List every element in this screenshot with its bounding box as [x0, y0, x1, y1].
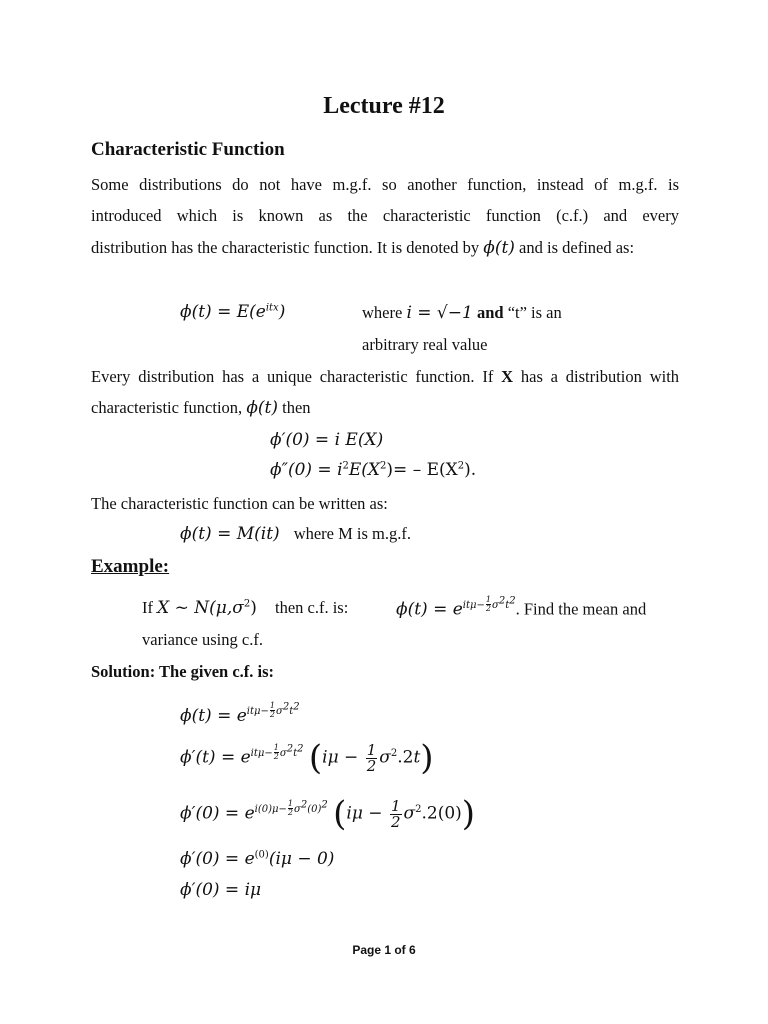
t-quoted: “t” — [507, 303, 527, 322]
example-heading: Example: — [91, 556, 170, 577]
example-dist: X ~ $N(\mu,\sigma^2)$ — [157, 598, 257, 618]
step-4-exp: (0) — [254, 849, 269, 861]
step-4-tail: (iμ − 0) — [268, 849, 335, 869]
step-5: ϕ′(0) = iμ — [180, 880, 262, 900]
intro-phi: ϕ(t) — [483, 238, 515, 258]
example-cf: $\phi(t) = e^{it\mu- \frac{1}{2} \sigma^2t^2}$. Find the mean and — [396, 595, 647, 620]
intro-tail: and is defined as: — [519, 238, 635, 257]
where-word: where — [362, 303, 403, 322]
definition-formula — [180, 302, 285, 322]
unique-phi: ϕ(t) — [246, 398, 278, 418]
example-if: If — [142, 598, 153, 617]
and-word: and — [476, 303, 504, 322]
example-dist-text: X ~ N(μ,σ — [157, 598, 244, 618]
example-cf-lhs: ϕ(t) = e — [396, 599, 463, 620]
solution-heading: Solution: The given c.f. is: — [91, 662, 275, 681]
intro-line-1: Some distributions do not have m.g.f. so another function, instead of m.g.f. is — [91, 175, 679, 194]
mgf-relation — [180, 524, 411, 544]
unique-line-2 — [91, 398, 311, 418]
mgf-formula: ϕ(t) = M(it) — [180, 524, 280, 544]
definition-note — [362, 303, 562, 323]
derivative-2: $\phi''(0) = i^2E(X^2)= - E(X^2)$. — [270, 460, 477, 480]
definition-exp: itx — [265, 302, 279, 314]
intro-line-3 — [91, 238, 634, 258]
example-line-2: variance using c.f. — [142, 630, 263, 649]
definition-close: ) — [278, 302, 286, 322]
mgf-note: where M is m.g.f. — [293, 524, 412, 543]
derivative-2-d: ). — [464, 460, 477, 480]
step-1-lhs: ϕ(t) = e — [180, 705, 247, 726]
intro-line-3-text: distribution has the characteristic function. It is denoted by — [91, 238, 480, 257]
step-4 — [180, 849, 334, 869]
unique-line-1 — [91, 367, 679, 387]
example-then: then c.f. is: — [274, 598, 349, 617]
intro-line-2: introduced which is known as the characteristic function (c.f.) and every — [91, 206, 679, 225]
step-1: $\phi(t) = e^{it\mu- \frac{1}{2} \sigma^2t^2}$ — [180, 701, 300, 726]
written-as-line: The characteristic function can be written as: — [91, 494, 388, 513]
derivative-1: ϕ′(0) = i E(X) — [270, 430, 384, 450]
unique-line-1-b: has a distribution with — [520, 367, 680, 386]
example-line-1 — [142, 598, 348, 618]
step-4-lhs: ϕ′(0) = e — [180, 849, 255, 869]
page-title: Lecture #12 — [323, 93, 445, 119]
section-heading: Characteristic Function — [91, 139, 285, 160]
step-2-lhs: ϕ′(t) = e — [180, 747, 251, 768]
unique-x: X — [501, 367, 514, 386]
is-an-word: is an — [531, 303, 562, 322]
definition-lhs: ϕ(t) = E(e — [180, 302, 266, 322]
derivative-2-b: E(X — [348, 460, 381, 480]
unique-line-2-a: characteristic function, — [91, 398, 243, 417]
derivative-2-c: )= – E(X — [386, 460, 458, 480]
step-3: $\phi'(0) = e^{i(0)\mu- \frac{1}{2} \sigma^2(0)^2}$ (iμ − $\frac{1}{2}$ $\sigma^2.2(0)$) — [180, 794, 476, 834]
step-2: $\phi'(t) = e^{it\mu- \frac{1}{2} \sigma^2t^2}$ (iμ − $\frac{1}{2}$ $\sigma^2.2t$) — [180, 738, 434, 778]
derivative-2-a: ϕ″(0) = i — [270, 460, 343, 480]
page-footer: Page 1 of 6 — [352, 943, 416, 957]
i-definition: i = √−1 — [406, 303, 473, 323]
step-3-lhs: ϕ′(0) = e — [180, 803, 255, 824]
example-find: . Find the mean and — [515, 599, 647, 619]
definition-note-line2: arbitrary real value — [362, 335, 488, 354]
unique-line-1-a: Every distribution has a unique characteristic function. If — [91, 367, 494, 386]
unique-line-2-b: then — [282, 398, 311, 417]
